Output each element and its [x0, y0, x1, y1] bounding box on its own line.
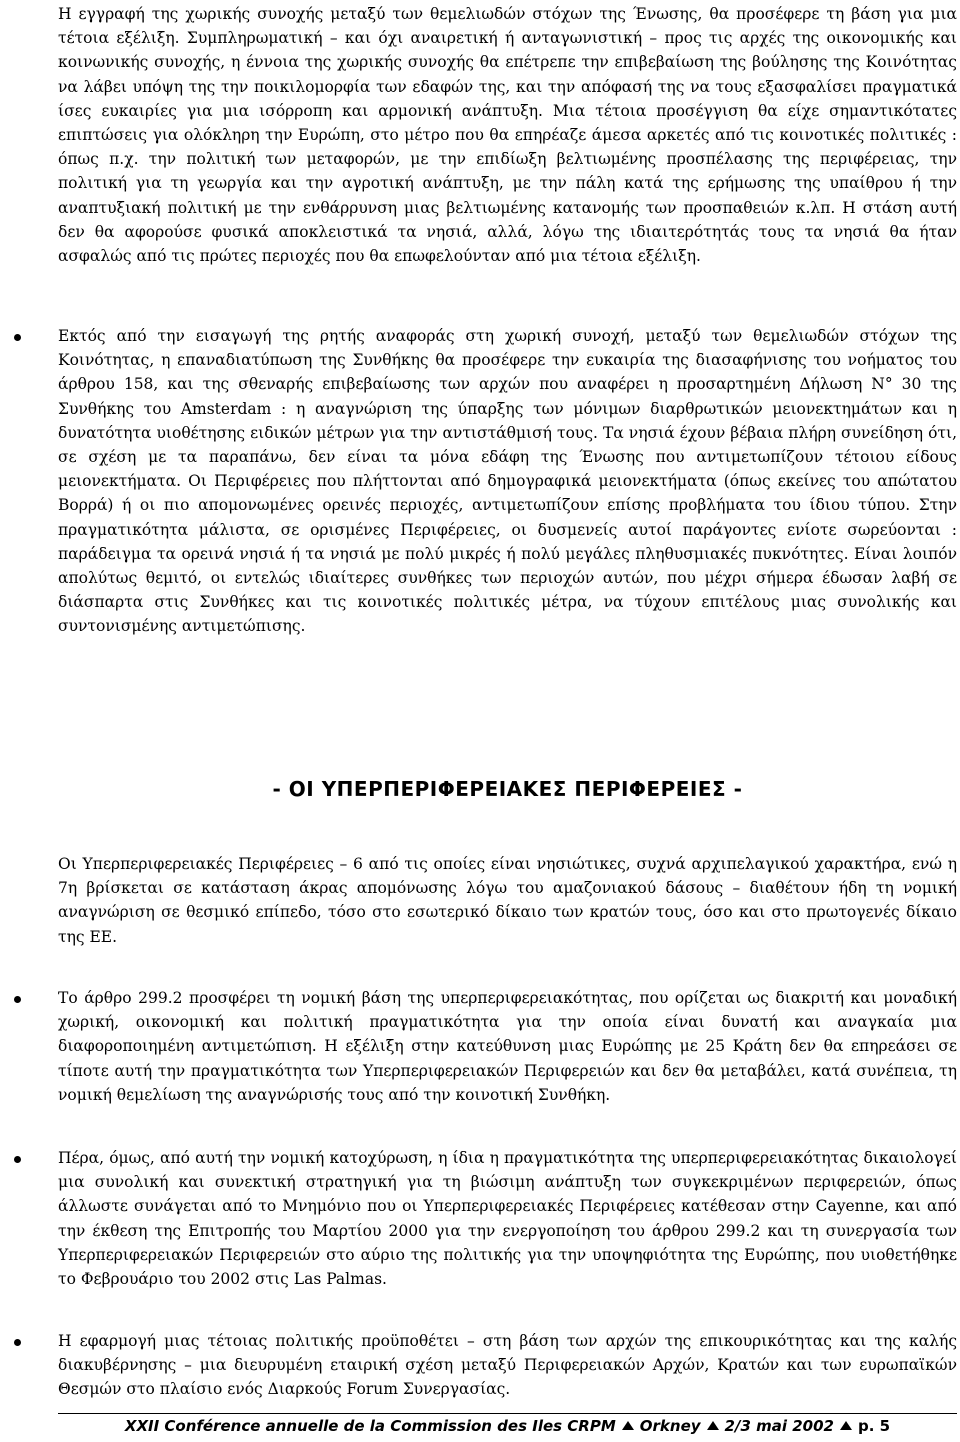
triangle-separator-icon: [622, 1421, 634, 1430]
bullet-icon: [14, 1339, 21, 1346]
bullet-item-article-158: [58, 324, 957, 639]
bullet-text: Εκτός από την εισαγωγή της ρητής αναφοράς στη χωρική συνοχή, μεταξύ των θεμελιωδών στόχων της Κοινότητας, η επαναδιατύπωση της Συνθήκης θα προσέφερε την ευκαιρία της διασαφήνισης του νοήματος του άρθρου 158, και της σθεναρής επιβεβαίωσης των αρχών που αναφέρει η προσαρτημένη Δήλωση N° 30 της Συνθήκης του Amsterdam : η αναγνώριση της ύπαρξης των μόνιμων διαρθρωτικών μειονεκτημάτων και η δυνατότητα υιοθέτησης ειδικών μέτρων για την αντιστάθμισή τους. Τα νησιά έχουν βέβαια πλήρη συνείδηση ότι, σε σχέση με τα παραπάνω, δεν είναι τα μόνα εδάφη της Ένωσης που αντιμετωπίζουν τέτοιου είδους μειονεκτήματα. Οι Περιφέρειες που πλήττονται από δημογραφικά μειονεκτήματα (όπως εκείνες του απώτατου Βορρά) ή οι πιο απομονωμένες ορεινές περιοχές, αντιμετωπίζουν επίσης προβλήματα του ίδιου τύπου. Στην πραγματικότητα μάλιστα, σε ορισμένες Περιφέρειες, οι δυσμενείς αυτοί παράγοντες ενίοτε σωρεύονται : παράδειγμα τα ορεινά νησιά ή τα νησιά με πολύ μικρές ή πολύ μεγάλες πληθυσμιακές πυκνότητες. Είναι λοιπόν απολύτως θεμιτό, οι εντελώς ιδιαίτερες συνθήκες των περιοχών αυτών, που μέχρι σήμερα έδωσαν λαβή σε διάσπαρτα στις Συνθήκες και τις κοινοτικές πολιτικές μέτρα, να τύχουν επιτέλους μιας συνολικής και συντονισμένης αντιμετώπισης.: [58, 327, 957, 636]
footer-date: 2/3 mai 2002: [724, 1417, 834, 1435]
bullet-icon: [14, 996, 21, 1003]
paragraph-outermost-regions: Οι Υπερπεριφερειακές Περιφέρειες – 6 από τις οποίες είναι νησιώτικες, συχνά αρχιπελαγικού χαρακτήρα, ενώ η 7η βρίσκεται σε κατάσταση άκρας απομόνωσης λόγω του αμαζονιακού δάσους – διαθέτουν ήδη τη νομική αναγνώριση σε θεσμικό επίπεδο, τόσο στο εσωτερικό δίκαιο των κρατών τους, όσο και στο πρωτογενές δίκαιο της ΕΕ.: [58, 855, 957, 946]
page-number: p. 5: [858, 1417, 891, 1435]
footer-conference: XXII Conférence annuelle de la Commission des Iles CRPM: [124, 1417, 616, 1435]
section-heading: - ΟΙ ΥΠΕΡΠΕΡΙΦΕΡΕΙΑΚΕΣ ΠΕΡΙΦΕΡΕΙΕΣ -: [272, 777, 743, 801]
triangle-separator-icon: [707, 1421, 719, 1430]
bullet-item-partnership: [58, 1329, 957, 1402]
bullet-item-strategy: [58, 1146, 957, 1291]
paragraph-territorial-cohesion: Η εγγραφή της χωρικής συνοχής μεταξύ των θεμελιωδών στόχων της Ένωσης, θα προσέφερε τη βάση για μια τέτοια εξέλιξη. Συμπληρωματική – και όχι αναιρετική ή ανταγωνιστική – προς τις αρχές της οικονομικής και κοινωνικής συνοχής, η έννοια της χωρικής συνοχής θα επέτρεπε την επιβεβαίωση της βούλησης της Κοινότητας να λάβει υπόψη της την ποικιλομορφία των εδαφών της, και την απόφασή της να τους εξασφαλίσει πραγματικά ίσες ευκαιρίες για μια ισόρροπη και αρμονική ανάπτυξη. Μια τέτοια προσέγγιση θα είχε σημαντικότατες επιπτώσεις για ολόκληρη την Ευρώπη, στο μέτρο που θα επηρέαζε άμεσα αρκετές από τις κοινοτικές πολιτικές : όπως π.χ. την πολιτική των μεταφορών, με την επιδίωξη βελτιωμένης προσπέλασης της περιφέρειας, την πολιτική για τη γεωργία και την αγροτική ανάπτυξη, με την πάλη κατά της ερήμωσης της υπαίθρου ή την αναπτυξιακή πολιτική με την ενθάρρυνση μιας βελτιωμένης κατανομής των προσπαθειών κ.λπ. Η στάση αυτή δεν θα αφορούσε φυσικά αποκλειστικά τα νησιά, αλλά, λόγω της ιδιαιτερότητάς τους τα νησιά θα ήταν ασφαλώς από τις πρώτες περιοχές που θα επωφελούνταν από μια τέτοια εξέλιξη.: [58, 5, 957, 266]
bullet-text: Πέρα, όμως, από αυτή την νομική κατοχύρωση, η ίδια η πραγματικότητα της υπερπεριφερειακότητας δικαιολογεί μια συνολική και συνεκτική στρατηγική για τη βιώσιμη ανάπτυξη των συγκεκριμένων περιφερειών, όπως άλλωστε συνάγεται από το Μνημόνιο που οι Υπερπεριφερειακές Περιφέρειες κατέθεσαν στην Cayenne, και από την έκθεση της Επιτροπής του Μαρτίου 2000 για την ενεργοποίηση του άρθρου 299.2 και τη συνεργασία των Υπερπεριφερειακών Περιφερειών στο αύριο της πολιτικής για την υποψηφιότητα της Ευρώπης, που υιοθετήθηκε το Φεβρουάριο του 2002 στις Las Palmas.: [58, 1149, 957, 1289]
bullet-text: Η εφαρμογή μιας τέτοιας πολιτικής προϋποθέτει – στη βάση των αρχών της επικουρικότητας και της καλής διακυβέρνησης – μια διευρυμένη εταιρική σχέση μεταξύ Περιφερειακών Αρχών, Κρατών και των ευρωπαϊκών Θεσμών στο πλαίσιο ενός Διαρκούς Forum Συνεργασίας.: [58, 1332, 957, 1399]
bullet-item-article-299: [58, 986, 957, 1107]
bullet-icon: [14, 1156, 21, 1163]
page-footer: [58, 1414, 957, 1438]
bullet-text: Το άρθρο 299.2 προσφέρει τη νομική βάση της υπερπεριφερειακότητας, που ορίζεται ως διακριτή και μοναδική χωρική, οικονομική και πολιτική πραγματικότητα για την οποία είναι δυνατή και αναγκαία μια διαφοροποιημένη αντιμετώπιση. Η εξέλιξη στην κατεύθυνση μιας Ευρώπης με 25 Κράτη δεν θα επηρεάσει σε τίποτε αυτή την πραγματικότητα των Υπερπεριφερειακών Περιφερειών και δεν θα μεταβάλει, κατά συνέπεια, τη νομική θεμελίωση της αναγνώρισής τους από την κοινοτική Συνθήκη.: [58, 989, 957, 1104]
triangle-separator-icon: [840, 1421, 852, 1430]
footer-location: Orkney: [639, 1417, 701, 1435]
bullet-icon: [14, 334, 21, 341]
